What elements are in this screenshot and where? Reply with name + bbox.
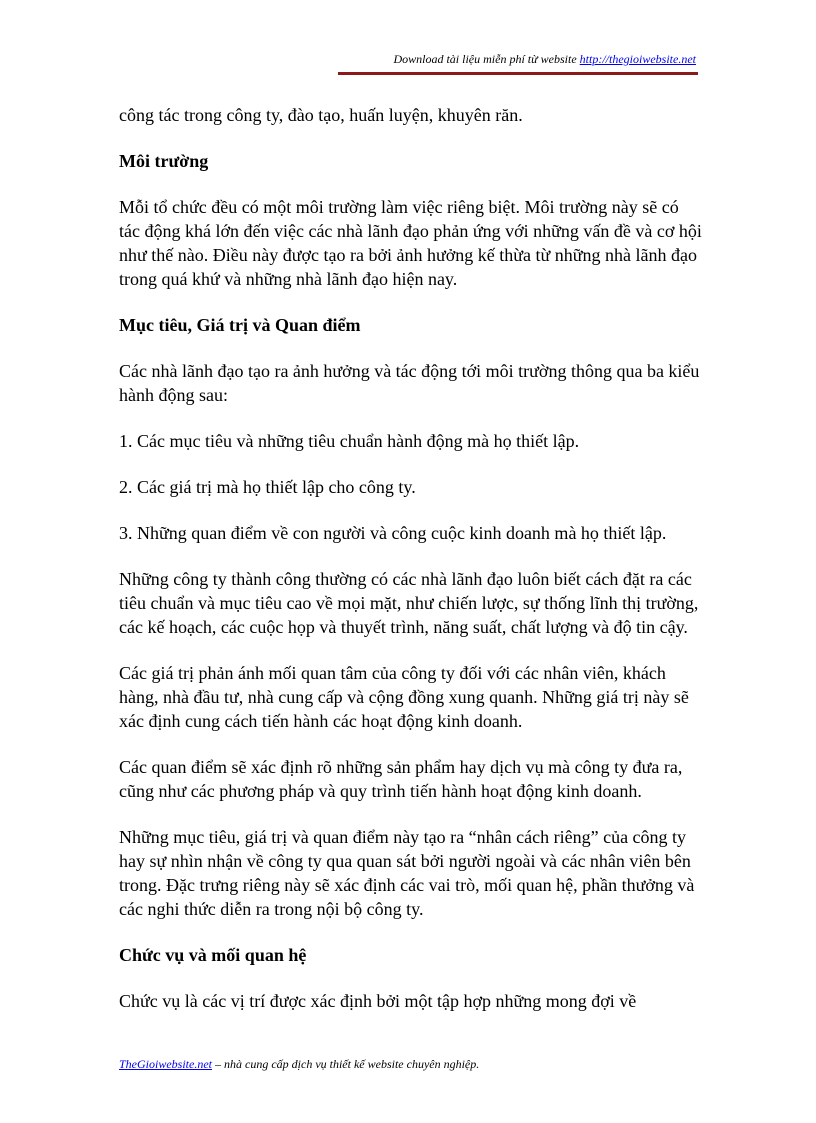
section-heading-roles: Chức vụ và mối quan hệ xyxy=(119,945,307,965)
header-divider xyxy=(338,72,698,75)
header-text: Download tài liệu miễn phí từ website xyxy=(393,52,580,66)
page-footer xyxy=(119,1057,719,1072)
header-link[interactable]: http://thegioiwebsite.net xyxy=(579,52,696,66)
section-heading-environment: Môi trường xyxy=(119,151,209,171)
list-item-3: 3. Những quan điểm về con người và công cuộc kinh doanh mà họ thiết lập. xyxy=(119,523,667,543)
paragraph-viewpoints: Các quan điểm sẽ xác định rõ những sản phẩm hay dịch vụ mà công ty đưa ra, cũng như các phương pháp và quy trình tiến hành hoạt động kinh doanh. xyxy=(119,757,683,801)
section-heading-goals-values: Mục tiêu, Giá trị và Quan điểm xyxy=(119,315,361,335)
paragraph-continuation: công tác trong công ty, đào tạo, huấn luyện, khuyên răn. xyxy=(119,105,523,125)
list-item-1: 1. Các mục tiêu và những tiêu chuẩn hành động mà họ thiết lập. xyxy=(119,431,580,451)
paragraph-values: Các giá trị phản ánh mối quan tâm của công ty đối với các nhân viên, khách hàng, nhà đầu tư, nhà cung cấp và cộng đồng xung quanh. Những giá trị này sẽ xác định cung cách tiến hành các hoạt động kinh doanh. xyxy=(119,663,689,731)
document-body xyxy=(119,103,703,1035)
list-item-2: 2. Các giá trị mà họ thiết lập cho công ty. xyxy=(119,477,416,497)
footer-link[interactable]: TheGioiwebsite.net xyxy=(119,1057,212,1071)
paragraph-intro-actions: Các nhà lãnh đạo tạo ra ảnh hưởng và tác động tới môi trường thông qua ba kiểu hành động sau: xyxy=(119,361,700,405)
paragraph-roles: Chức vụ là các vị trí được xác định bởi một tập hợp những mong đợi về xyxy=(119,991,637,1011)
page-header xyxy=(340,52,696,67)
footer-text: – nhà cung cấp dịch vụ thiết kế website chuyên nghiệp. xyxy=(212,1057,480,1071)
paragraph-standards: Những công ty thành công thường có các nhà lãnh đạo luôn biết cách đặt ra các tiêu chuẩn và mục tiêu cao về mọi mặt, như chiến lược, sự thống lĩnh thị trường, các kế hoạch, các cuộc họp và thuyết trình, năng suất, chất lượng và độ tin cậy. xyxy=(119,569,699,637)
paragraph-environment: Mỗi tổ chức đều có một môi trường làm việc riêng biệt. Môi trường này sẽ có tác động khá lớn đến việc các nhà lãnh đạo phản ứng với những vấn đề và cơ hội như thế nào. Điều này được tạo ra bởi ảnh hưởng kế thừa từ những nhà lãnh đạo trong quá khứ và những nhà lãnh đạo hiện nay. xyxy=(119,197,702,289)
paragraph-personality: Những mục tiêu, giá trị và quan điểm này tạo ra “nhân cách riêng” của công ty hay sự nhìn nhận về công ty qua quan sát bởi người ngoài và các nhân viên bên trong. Đặc trưng riêng này sẽ xác định các vai trò, mối quan hệ, phần thưởng và các nghi thức diễn ra trong nội bộ công ty. xyxy=(119,827,695,919)
